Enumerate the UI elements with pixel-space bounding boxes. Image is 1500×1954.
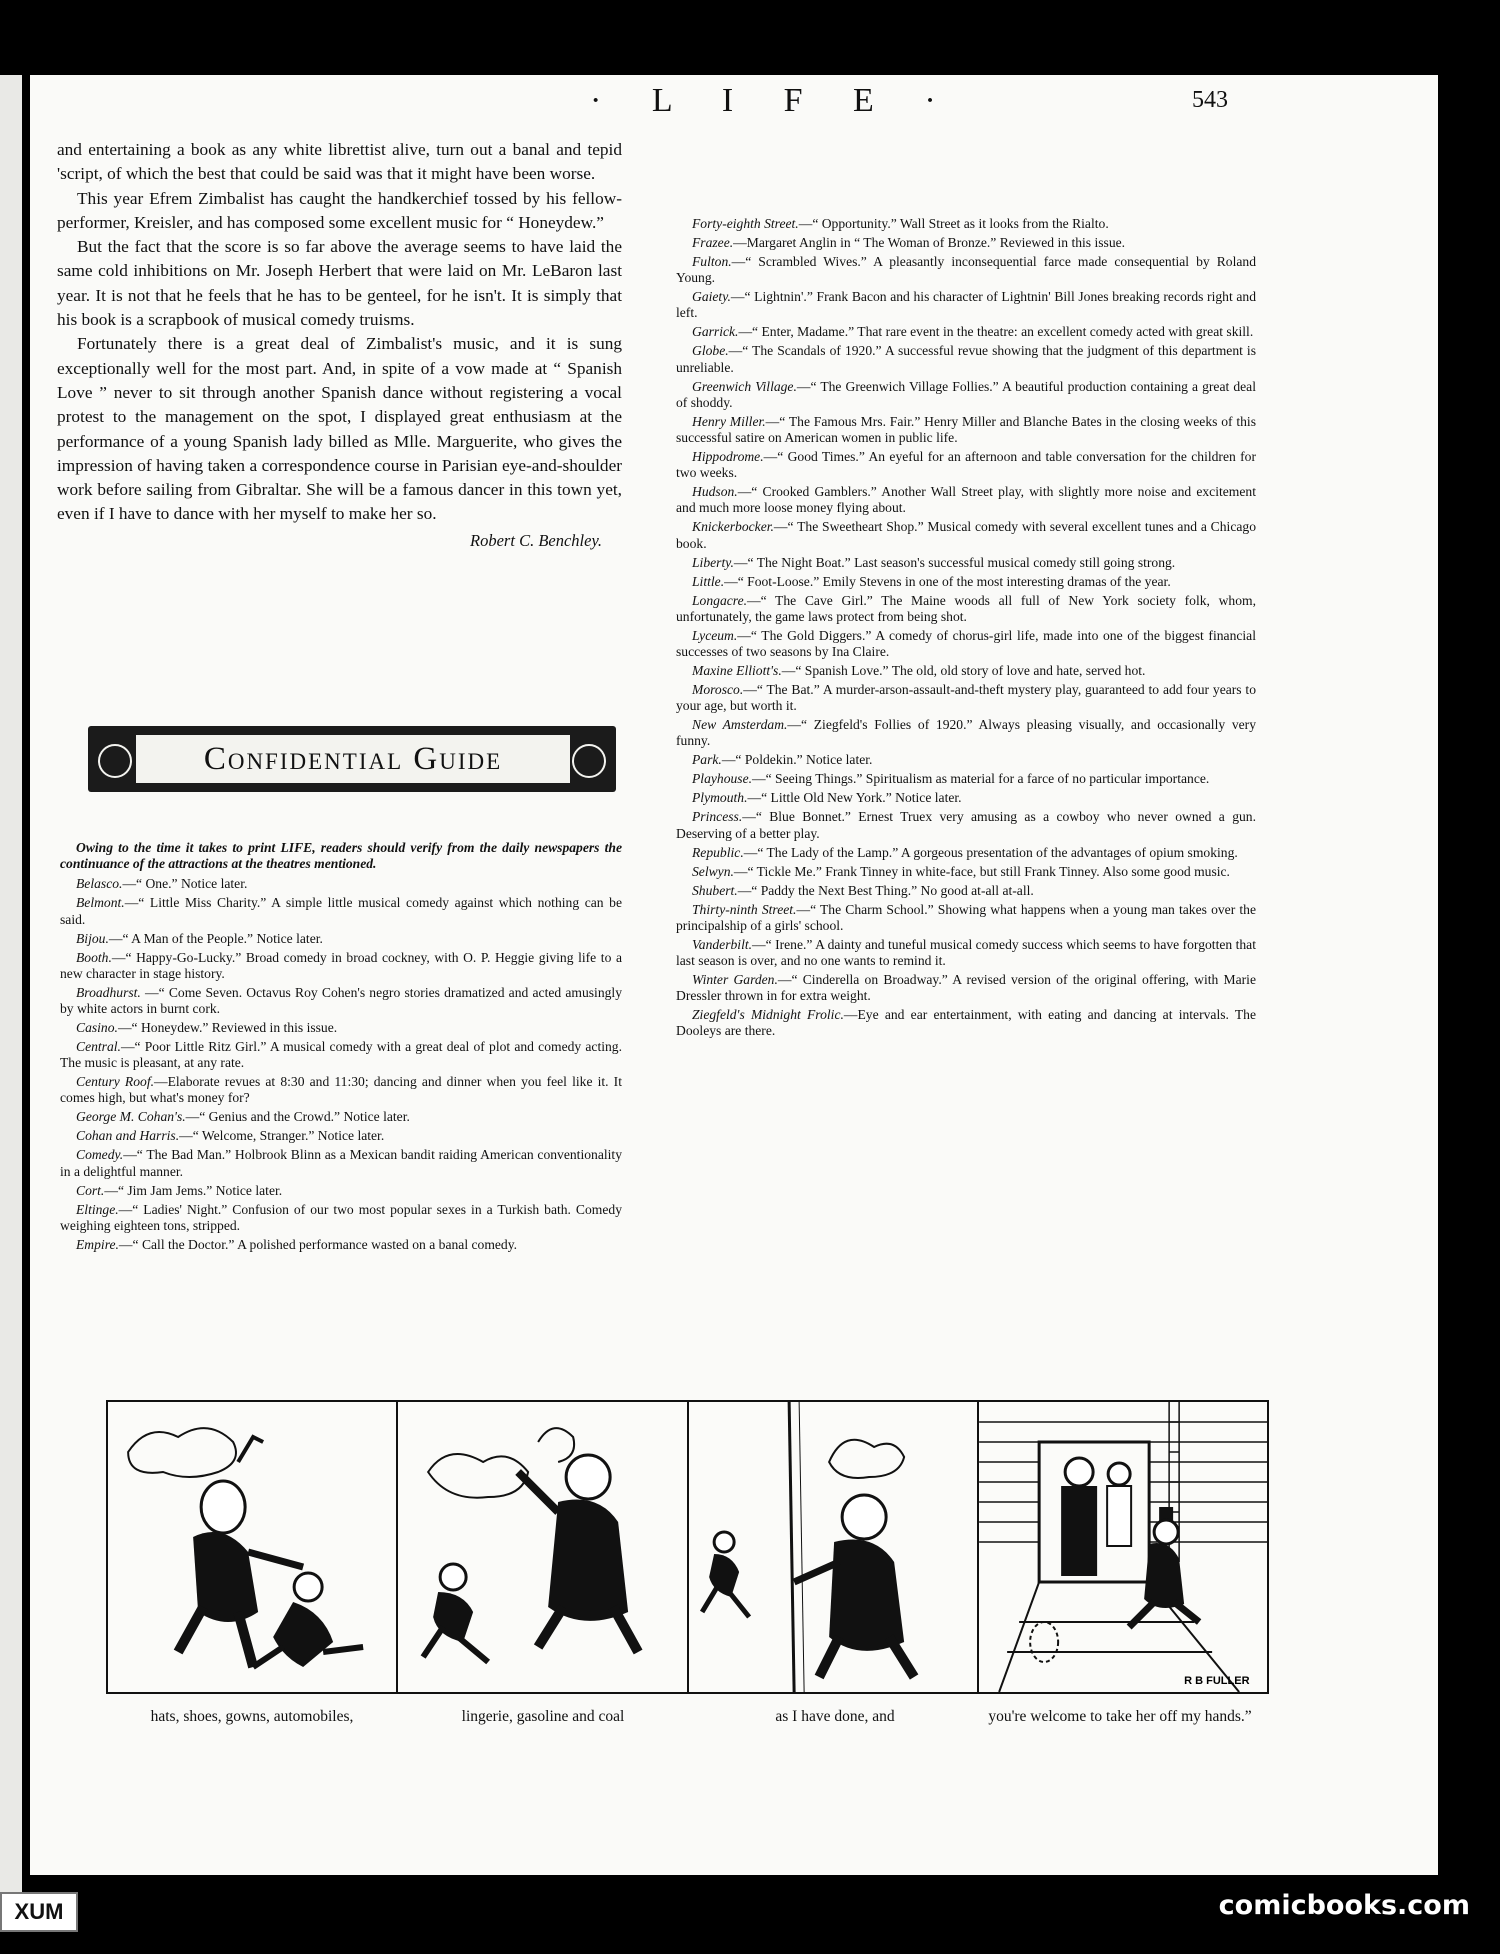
guide-entry [676, 752, 1256, 768]
guide-entry [60, 1237, 622, 1253]
guide-entry [676, 324, 1256, 340]
review-paragraph: But the fact that the score is so far above the average seems to have laid the same cold inhibitions on Mr. Joseph Herbert that were laid on Mr. LeBaron last year. It is not that he feels that he has to be genteel, for he isn't. It is simply that his book is a scrapbook of musical comedy truisms. [57, 237, 622, 330]
review-paragraph: and entertaining a book as any white librettist alive, turn out a banal and tepid 'script, of which the best that could be said was that it might have been worse. [57, 140, 622, 184]
guide-entry [676, 663, 1256, 679]
entry-description: —“ Little Miss Charity.” A simple little musical comedy against which nothing can be said. [60, 895, 622, 927]
theatre-name: Broadhurst. [76, 984, 141, 1000]
entry-description: —“ The Bad Man.” Holbrook Blinn as a Mexican bandit raiding American conventionality in a delightful manner. [60, 1147, 622, 1179]
guide-entry [676, 449, 1256, 481]
entry-description: —“ Tickle Me.” Frank Tinney in white-face, but still Frank Tinney. Also some good music. [733, 863, 1230, 879]
theatre-name: Cohan and Harris. [76, 1128, 180, 1144]
guide-entry [676, 790, 1256, 806]
entry-description: —“ The Lady of the Lamp.” A gorgeous presentation of the advantages of opium smoking. [743, 844, 1238, 860]
theatre-name: George M. Cohan's. [76, 1109, 186, 1125]
guide-entry [676, 235, 1256, 251]
entry-description: —“ Happy-Go-Lucky.” Broad comedy in broad cockney, with O. P. Heggie giving life to a new character in stage history. [60, 949, 622, 981]
theatre-name: Century Roof. [76, 1074, 154, 1090]
entry-description: —“ Enter, Madame.” That rare event in the theatre: an excellent comedy acted with great skill. [738, 324, 1254, 340]
guide-entry [676, 484, 1256, 516]
guide-entry [676, 519, 1256, 551]
entry-description: —“ The Famous Mrs. Fair.” Henry Miller and Blanche Bates in the closing weeks of this successful satire on American women in public life. [676, 413, 1256, 446]
theatre-name: Fulton. [692, 254, 732, 269]
guide-entry [60, 950, 622, 982]
facing-page-edge [0, 75, 22, 1895]
entry-description: —Eye and ear entertainment, with eating and dancing at intervals. The Dooleys are there. [676, 1007, 1256, 1039]
entry-description: —“ Come Seven. Octavus Roy Cohen's negro stories dramatized and acted amusingly by white actors in burnt cork. [60, 984, 622, 1017]
comic-panel-4 [979, 1402, 1267, 1692]
entry-description: —“ A Man of the People.” Notice later. [108, 930, 323, 946]
review-paragraph: This year Efrem Zimbalist has caught the handkerchief tossed by his fellow-performer, Kreisler, and has composed some excellent music for “ Honeydew.” [57, 188, 622, 232]
entry-description: —“ Paddy the Next Best Thing.” No good at-all at-all. [737, 882, 1034, 898]
theatre-name: Globe. [692, 343, 729, 359]
entry-description: —“ Ziegfeld's Follies of 1920.” Always pleasing visually, and occasionally very funny. [676, 717, 1256, 749]
theatre-name: Little. [692, 573, 725, 589]
theatre-name: Knickerbocker. [692, 519, 774, 535]
entry-description: —“ Little Old New York.” Notice later. [747, 790, 962, 806]
guide-entry [60, 1183, 622, 1199]
theatre-name: Belasco. [76, 876, 123, 892]
entry-description: —Margaret Anglin in “ The Woman of Bronze.” Reviewed in this issue. [733, 235, 1126, 250]
guide-entry [676, 809, 1256, 841]
guide-left-column [60, 840, 622, 1256]
guide-entry [676, 1007, 1256, 1039]
theatre-name: Morosco. [692, 682, 744, 698]
guide-entry [676, 593, 1256, 625]
theatre-name: Cort. [76, 1182, 105, 1198]
theatre-name: Maxine Elliott's. [692, 663, 782, 679]
theatre-name: Forty-eighth Street. [692, 216, 799, 231]
guide-entry [60, 876, 622, 892]
guide-banner-title: Confidential Guide [136, 735, 570, 783]
guide-entry [676, 845, 1256, 861]
guide-entry [60, 1020, 622, 1036]
theatre-name: Belmont. [76, 895, 125, 911]
entry-description: —“ The Cave Girl.” The Maine woods all full of New York society folk, whom, unfortunately, the game laws protect from being shot. [676, 592, 1256, 624]
guide-entry [60, 895, 622, 927]
guide-entry [60, 1147, 622, 1179]
theatre-name: Winter Garden. [692, 972, 778, 988]
theatre-name: New Amsterdam. [692, 717, 788, 733]
entry-description: —“ The Bat.” A murder-arson-assault-and-theft mystery play, guaranteed to add four years to your age, but worth it. [676, 682, 1256, 714]
theatre-name: Gaiety. [692, 289, 731, 305]
guide-entry [676, 254, 1256, 286]
theatre-name: Park. [692, 752, 722, 768]
artist-signature: R B FULLER [1183, 1675, 1250, 1687]
guide-entry [60, 1109, 622, 1125]
theatre-name: Booth. [76, 949, 112, 965]
entry-description: —“ Seeing Things.” Spiritualism as material for a farce of no particular importance. [752, 771, 1210, 787]
guide-entry [676, 937, 1256, 969]
guide-entry [60, 1202, 622, 1234]
guide-entry [676, 216, 1256, 232]
entry-description: —“ Spanish Love.” The old, old story of love and hate, served hot. [781, 663, 1146, 679]
entry-description: —“ Foot-Loose.” Emily Stevens in one of the most interesting dramas of the year. [724, 573, 1171, 589]
banner-ornament-left [98, 744, 132, 778]
comic-panel-1 [108, 1402, 398, 1692]
comic-drawing [398, 1402, 686, 1692]
comic-caption-4: you're welcome to take her off my hands.” [988, 1708, 1252, 1725]
theatre-name: Selwyn. [692, 863, 734, 879]
guide-entry [676, 379, 1256, 411]
watermark-link[interactable]: comicbooks.com [1218, 1890, 1470, 1921]
guide-note: Owing to the time it takes to print LIFE, readers should verify from the daily newspapers the continuance of the attractions at the theatres mentioned. [60, 840, 622, 872]
guide-entry [676, 343, 1256, 375]
guide-entry [60, 1128, 622, 1144]
comic-drawing [108, 1402, 396, 1692]
theatre-name: Henry Miller. [692, 413, 766, 429]
comic-drawing [689, 1402, 977, 1692]
entry-description: —“ Cinderella on Broadway.” A revised version of the original offering, with Marie Dressler thrown in for extra weight. [676, 972, 1256, 1004]
entry-description: —“ Crooked Gamblers.” Another Wall Street play, with slightly more noise and excitement and much more loose money flying about. [676, 484, 1256, 516]
review-paragraph: Fortunately there is a great deal of Zimbalist's music, and it is sung exceptionally well for the most part. And, in spite of a vow made at “ Spanish Love ” never to sit through another Spanish dance without registering a vocal protest to the management on the spot, I displayed great enthusiasm at the performance of a young Spanish lady billed as Mlle. Marguerite, who gives the impression of having taken a correspondence course in Parisian eye-and-shoulder work before sailing from Gibraltar. She will be a famous dancer in this town yet, even if I have to dance with her myself to make her so. [57, 334, 622, 524]
guide-banner [88, 726, 616, 792]
guide-entry [60, 1074, 622, 1106]
review-column [57, 138, 622, 553]
guide-entry [676, 717, 1256, 749]
guide-entry [60, 1039, 622, 1071]
entry-description: —“ Opportunity.” Wall Street as it looks from the Rialto. [798, 216, 1109, 231]
theatre-name: Liberty. [692, 554, 734, 570]
author-signature: Robert C. Benchley. [470, 530, 602, 550]
theatre-name: Casino. [76, 1020, 118, 1036]
guide-entry [60, 985, 622, 1017]
theatre-name: Garrick. [692, 324, 739, 340]
comic-caption-3: as I have done, and [775, 1708, 895, 1725]
comic-strip [106, 1400, 1269, 1694]
theatre-name: Princess. [692, 809, 743, 825]
entry-description: —“ The Charm School.” Showing what happens when a young man takes over the principalship of a girls' school. [676, 901, 1256, 933]
guide-entry [676, 883, 1256, 899]
magazine-title: · L I F E · [590, 82, 957, 119]
guide-entry [676, 972, 1256, 1004]
entry-description: —“ Scrambled Wives.” A pleasantly inconsequential farce made consequential by Roland Young. [676, 254, 1256, 286]
theatre-name: Eltinge. [76, 1201, 119, 1217]
guide-entry [676, 771, 1256, 787]
guide-entry [676, 555, 1256, 571]
theatre-name: Hippodrome. [692, 449, 764, 465]
theatre-name: Plymouth. [692, 790, 748, 806]
entry-description: —“ Honeydew.” Reviewed in this issue. [117, 1020, 338, 1036]
entry-description: —“ The Gold Diggers.” A comedy of chorus-girl life, made into one of the biggest financial successes of two seasons by Ina Claire. [676, 627, 1256, 660]
guide-entry [676, 574, 1256, 590]
guide-entry [676, 628, 1256, 660]
theatre-name: Vanderbilt. [692, 936, 753, 952]
theatre-name: Greenwich Village. [692, 378, 797, 394]
entry-description: —“ The Scandals of 1920.” A successful revue showing that the judgment of this department is unreliable. [676, 343, 1256, 375]
entry-description: —“ One.” Notice later. [122, 876, 248, 892]
entry-description: —“ Lightnin'.” Frank Bacon and his character of Lightnin' Bill Jones breaking records right and left. [676, 289, 1256, 321]
banner-ornament-right [572, 744, 606, 778]
entry-description: —“ The Greenwich Village Follies.” A beautiful production containing a great deal of shoddy. [676, 378, 1256, 410]
guide-entry [60, 931, 622, 947]
entry-description: —“ Poor Little Ritz Girl.” A musical comedy with a great deal of plot and comedy acting. The music is pleasant, at any rate. [60, 1039, 622, 1071]
entry-description: —“ Irene.” A dainty and tuneful musical comedy success which seems to have forgotten that last season is over, and no one wants to remind it. [676, 936, 1256, 969]
entry-description: —“ The Sweetheart Shop.” Musical comedy with several excellent tunes and a Chicago book. [676, 519, 1256, 551]
comic-panel-3 [689, 1402, 979, 1692]
comic-caption-2: lingerie, gasoline and coal [461, 1708, 625, 1725]
comic-drawing [979, 1402, 1267, 1692]
guide-entry [676, 864, 1256, 880]
theatre-name: Lyceum. [692, 627, 738, 643]
guide-entry [676, 289, 1256, 321]
entry-description: —“ The Night Boat.” Last season's successful musical comedy still going strong. [733, 554, 1176, 570]
guide-entry [676, 902, 1256, 934]
guide-entry [676, 414, 1256, 446]
theatre-name: Republic. [692, 844, 744, 860]
entry-description: —“ Ladies' Night.” Confusion of our two most popular sexes in a Turkish bath. Comedy weighing eighteen tons, stripped. [60, 1201, 622, 1233]
theatre-name: Comedy. [76, 1147, 124, 1163]
theatre-name: Playhouse. [692, 771, 753, 787]
theatre-name: Empire. [76, 1236, 119, 1252]
entry-description: —“ Poldekin.” Notice later. [721, 752, 873, 768]
footer-label: XUM [0, 1892, 78, 1932]
entry-description: —“ Welcome, Stranger.” Notice later. [179, 1128, 385, 1144]
comic-caption-1: hats, shoes, gowns, automobiles, [150, 1708, 354, 1725]
entry-description: —Elaborate revues at 8:30 and 11:30; dancing and dinner when you feel like it. It comes high, but what's money for? [60, 1074, 622, 1106]
entry-description: —“ Blue Bonnet.” Ernest Truex very amusing as a cowboy who never owned a gun. Deserving of a better play. [676, 809, 1256, 841]
entry-description: —“ Jim Jam Jems.” Notice later. [104, 1182, 283, 1198]
comic-panel-2 [398, 1402, 688, 1692]
guide-entry [676, 682, 1256, 714]
theatre-name: Thirty-ninth Street. [692, 901, 797, 917]
page-number: 543 [1192, 87, 1228, 113]
theatre-name: Longacre. [692, 592, 747, 608]
theatre-name: Shubert. [692, 882, 738, 898]
theatre-name: Bijou. [76, 930, 109, 946]
theatre-name: Hudson. [692, 484, 738, 500]
theatre-name: Ziegfeld's Midnight Frolic. [692, 1007, 844, 1023]
entry-description: —“ Genius and the Crowd.” Notice later. [185, 1109, 410, 1125]
theatre-name: Frazee. [692, 235, 734, 250]
entry-description: —“ Good Times.” An eyeful for an afternoon and table conversation for the children for two weeks. [676, 449, 1256, 481]
guide-right-column [676, 216, 1256, 1042]
entry-description: —“ Call the Doctor.” A polished performance wasted on a banal comedy. [118, 1236, 518, 1252]
theatre-name: Central. [76, 1039, 121, 1055]
